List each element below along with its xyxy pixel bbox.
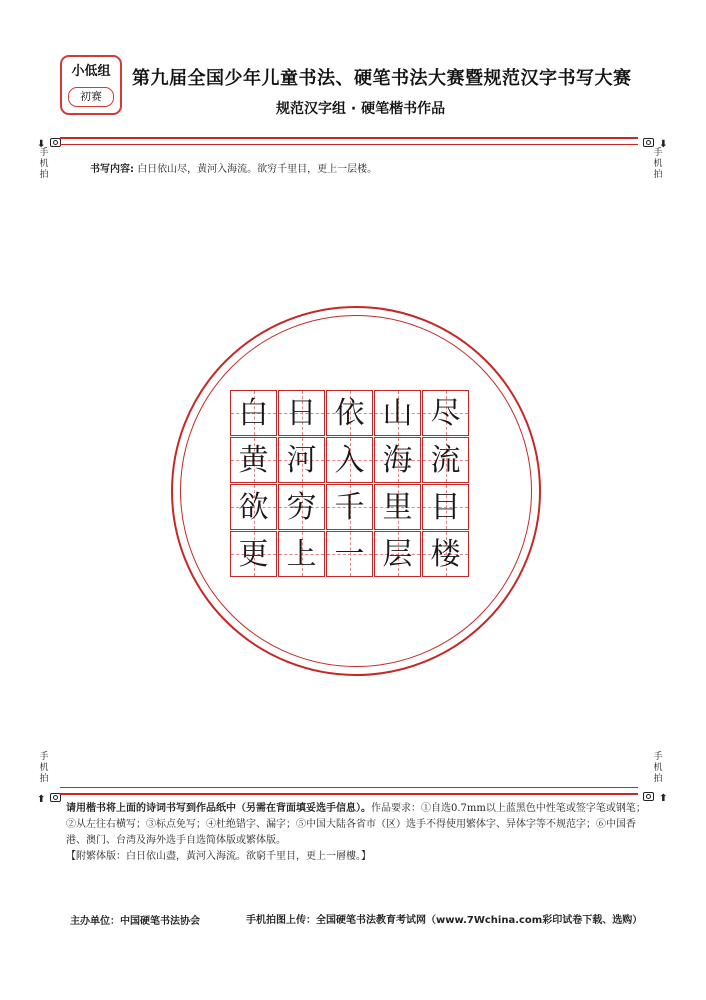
grid-cell (422, 390, 469, 436)
badge-group-label: 小低组 (71, 64, 111, 79)
grid-character: 尽 (430, 396, 461, 431)
grid-cell (374, 390, 421, 436)
grid-character: 穷 (286, 490, 317, 525)
writing-content-label: 书写内容: (90, 164, 134, 175)
footer-organizer: 主办单位：中国硬笔书法协会 (70, 916, 200, 927)
down-arrow-icon: ⬇ (659, 139, 668, 150)
writing-content-text: 白日依山尽，黄河入海流。欲穷千里目，更上一层楼。 (137, 164, 378, 175)
grid-cell (326, 390, 373, 436)
grid-character: 海 (382, 443, 413, 478)
grid-cell (278, 531, 325, 577)
grid-cell (326, 484, 373, 530)
bottom-red-rule-thin (60, 787, 638, 788)
up-arrow-icon: ⬆ (659, 793, 668, 804)
grid-cell (374, 531, 421, 577)
instructions-lead: 请用楷书将上面的诗词书写到作品纸中（另需在背面填妥选手信息）。 (66, 803, 371, 814)
grid-character: 入 (334, 443, 365, 478)
grid-cell (374, 484, 421, 530)
grid-character: 黄 (238, 443, 269, 478)
grid-cell (278, 390, 325, 436)
down-arrow-icon: ⬇ (37, 139, 46, 150)
footer-upload: 手机拍图上传：全国硬笔书法教育考试网（www.7Wchina.com彩印试卷下载、选购） (246, 915, 643, 926)
grid-character: 流 (430, 443, 461, 478)
level-badge (60, 55, 122, 115)
grid-character: 上 (286, 537, 317, 572)
grid-character: 更 (238, 537, 269, 572)
grid-character: 河 (286, 443, 317, 478)
top-red-rule (60, 137, 638, 139)
phone-label-top-left: 手机拍 (39, 148, 49, 180)
page-title: 第九届全国少年儿童书法、硬笔书法大赛暨规范汉字书写大赛 (132, 68, 632, 89)
grid-character: 依 (334, 396, 365, 431)
grid-cell (230, 390, 277, 436)
grid-character: 日 (286, 396, 317, 431)
grid-cell (278, 484, 325, 530)
grid-character: 千 (334, 490, 365, 525)
calligraphy-grid (230, 390, 470, 578)
grid-character: 楼 (430, 537, 461, 572)
grid-cell (230, 531, 277, 577)
bottom-right-phone-mark (643, 786, 667, 805)
grid-cell (422, 437, 469, 483)
phone-label-bottom-right: 手机拍 (653, 752, 663, 784)
grid-cell (278, 437, 325, 483)
writing-content (90, 160, 377, 175)
phone-label-top-right: 手机拍 (653, 148, 663, 180)
grid-character: 层 (382, 537, 413, 572)
grid-character: 欲 (238, 490, 269, 525)
up-arrow-icon: ⬆ (37, 794, 46, 805)
camera-icon (643, 138, 654, 147)
camera-icon (643, 792, 654, 801)
grid-character: 一 (334, 537, 365, 572)
camera-icon (50, 138, 61, 147)
grid-character: 白 (238, 396, 269, 431)
grid-cell (230, 437, 277, 483)
bottom-left-phone-mark (37, 787, 61, 806)
grid-cell (422, 531, 469, 577)
grid-cell (326, 531, 373, 577)
bottom-red-rule (60, 793, 638, 795)
grid-character: 目 (430, 490, 461, 525)
grid-cell (326, 437, 373, 483)
badge-stage-label: 初赛 (68, 87, 114, 107)
grid-cell (374, 437, 421, 483)
instructions (66, 801, 646, 865)
top-red-rule-thin (60, 144, 638, 145)
grid-character: 山 (382, 396, 413, 431)
instructions-body: 作品要求：①自选0.7mm以上蓝黑色中性笔或签字笔或钢笔；②从左往右横写；③标点免写；④杜绝错字、漏字；⑤中国大陆各省市（区）选手不得使用繁体字、异体字等不规范字；⑥中国香港、澳门、台湾及海外选手自选简体版或繁体版。 (66, 803, 646, 846)
instructions-traditional: 【附繁体版：白日依山盡，黃河入海流。欲窮千里目，更上一層樓。】 (66, 851, 371, 862)
page-subtitle: 规范汉字组 · 硬笔楷书作品 (276, 101, 446, 117)
grid-cell (230, 484, 277, 530)
phone-label-bottom-left: 手机拍 (39, 752, 49, 784)
grid-character: 里 (382, 490, 413, 525)
grid-cell (422, 484, 469, 530)
